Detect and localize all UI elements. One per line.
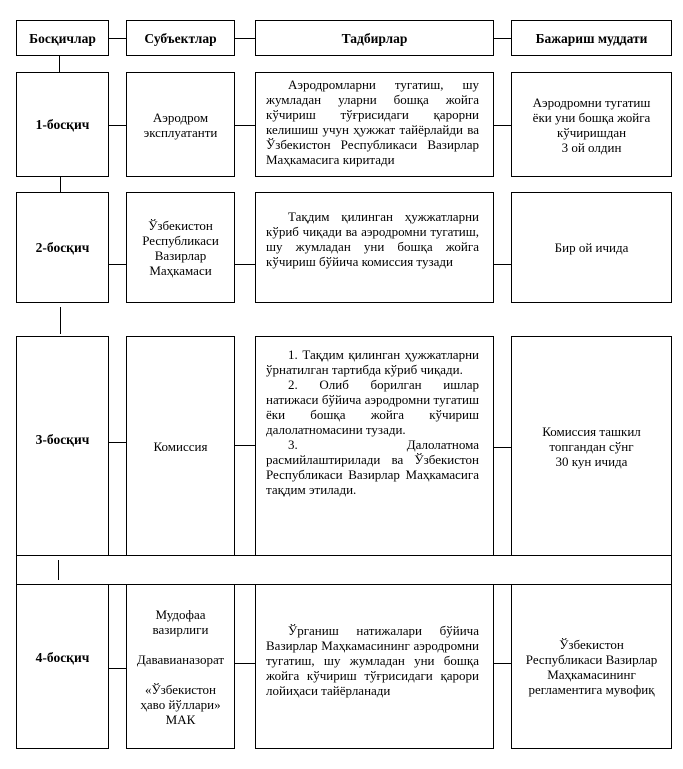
- deadline-1: [511, 72, 672, 177]
- action-item: 1. Тақдим қилинган ҳужжатларни ўрнатилган тартибда кўриб чиқади.: [266, 347, 479, 377]
- action-2: [255, 192, 494, 303]
- action-text: Тақдим қилинган ҳужжатларни кўриб чиқади ва аэродромни тугатиш, шу жумладан уни бошқа жойга кўчириш бўйича комиссия тузади: [266, 209, 479, 269]
- connector: [108, 264, 126, 265]
- subject-line: ҳаво йўллари»: [140, 696, 221, 712]
- stage-label: 3-босқич: [35, 431, 90, 447]
- connector: [234, 663, 255, 664]
- connector: [234, 125, 255, 126]
- subject-line: Дававианазорат: [136, 651, 225, 667]
- connector: [234, 445, 255, 446]
- deadline-line: Комиссия ташкил: [542, 423, 641, 439]
- connector: [108, 125, 126, 126]
- subject-line: Маҳкамаси: [149, 262, 212, 278]
- subject-4: [126, 584, 235, 749]
- deadline-4: [511, 584, 672, 749]
- deadline-3: [511, 336, 672, 556]
- connector: [58, 560, 59, 580]
- action-text: Аэродромларни тугатиш, шу жумладан уларни бошқа жойга кўчириш тўғрисидаги қарорни келишиш учун ҳужжат тайёрлайди ва Ўзбекистон Республикаси Вазирлар Маҳкамасига киритади: [266, 77, 479, 167]
- header-deadline-label: Бажариш муддати: [535, 30, 648, 46]
- connector: [493, 663, 511, 664]
- subject-line: МАК: [165, 711, 196, 727]
- deadline-line: 30 кун ичида: [555, 453, 628, 469]
- header-stages: [16, 20, 109, 56]
- connector: [60, 307, 61, 334]
- header-actions-label: Тадбирлар: [341, 30, 408, 46]
- connector: [108, 442, 126, 443]
- connector: [60, 176, 61, 192]
- subject-1: [126, 72, 235, 177]
- connector: [108, 38, 126, 39]
- stage-label: 2-босқич: [35, 240, 90, 255]
- header-actions: [255, 20, 494, 56]
- action-3: [255, 336, 494, 556]
- deadline-line: кўчиришдан: [556, 124, 627, 140]
- subject-line: Республикаси: [142, 232, 219, 248]
- subject-line: эксплуатанти: [143, 124, 218, 140]
- deadline-line: Маҳкамасининг: [547, 666, 636, 682]
- action-4: [255, 584, 494, 749]
- connector: [493, 125, 511, 126]
- subject-line: Мудофаа: [155, 606, 206, 622]
- action-item: 2. Олиб борилган ишлар натижаси бўйича аэродромни тугатиш ёки бошқа жойга кўчириш далолатномасини тузади.: [266, 377, 479, 437]
- deadline-line: ёки уни бошқа жойга: [532, 109, 651, 125]
- header-subjects-label: Субъектлар: [144, 30, 217, 46]
- stage-2: [16, 192, 109, 303]
- connector: [59, 55, 60, 72]
- deadline-line: 3 ой олдин: [561, 139, 622, 155]
- deadline-line: Ўзбекистон: [559, 636, 624, 652]
- connector: [234, 38, 255, 39]
- action-item: 3. Далолатнома расмийлаштирилади ва Ўзбекистон Республикаси Вазирлар Маҳкамасига тақдим этилади.: [266, 437, 479, 497]
- deadline-line: регламентига мувофиқ: [528, 681, 655, 697]
- subject-line: Аэродром: [152, 109, 209, 125]
- header-subjects: [126, 20, 235, 56]
- deadline-line: Аэродромни тугатиш: [532, 94, 651, 110]
- header-deadline: [511, 20, 672, 56]
- connector: [493, 38, 511, 39]
- connector: [108, 668, 126, 669]
- subject-line: «Ўзбекистон: [144, 681, 217, 697]
- connector: [234, 264, 255, 265]
- subject-3: [126, 336, 235, 556]
- subject-line: Вазирлар: [154, 247, 207, 263]
- action-1: [255, 72, 494, 177]
- deadline-line: Бир ой ичида: [554, 240, 629, 255]
- separator-strip: [16, 555, 672, 585]
- stage-label: 4-босқич: [35, 650, 90, 665]
- subject-line: Комиссия: [153, 438, 208, 454]
- stage-3: [16, 336, 109, 556]
- stage-1: [16, 72, 109, 177]
- connector: [493, 264, 511, 265]
- stage-label: 1-босқич: [35, 117, 90, 132]
- action-text: Ўрганиш натижалари бўйича Вазирлар Маҳкамасининг аэродромни тугатиш, шу жумладан уни бошқа жойга кўчириш тўғрисидаги қарори лойиҳаси тайёрланади: [266, 623, 479, 698]
- stage-4: [16, 584, 109, 749]
- deadline-2: [511, 192, 672, 303]
- subject-line: вазирлиги: [152, 621, 209, 637]
- connector: [493, 447, 511, 448]
- subject-line: Ўзбекистон: [148, 217, 213, 233]
- deadline-line: топгандан сўнг: [549, 438, 634, 454]
- subject-2: [126, 192, 235, 303]
- deadline-line: Республикаси Вазирлар: [525, 651, 658, 667]
- header-stages-label: Босқичлар: [29, 30, 96, 46]
